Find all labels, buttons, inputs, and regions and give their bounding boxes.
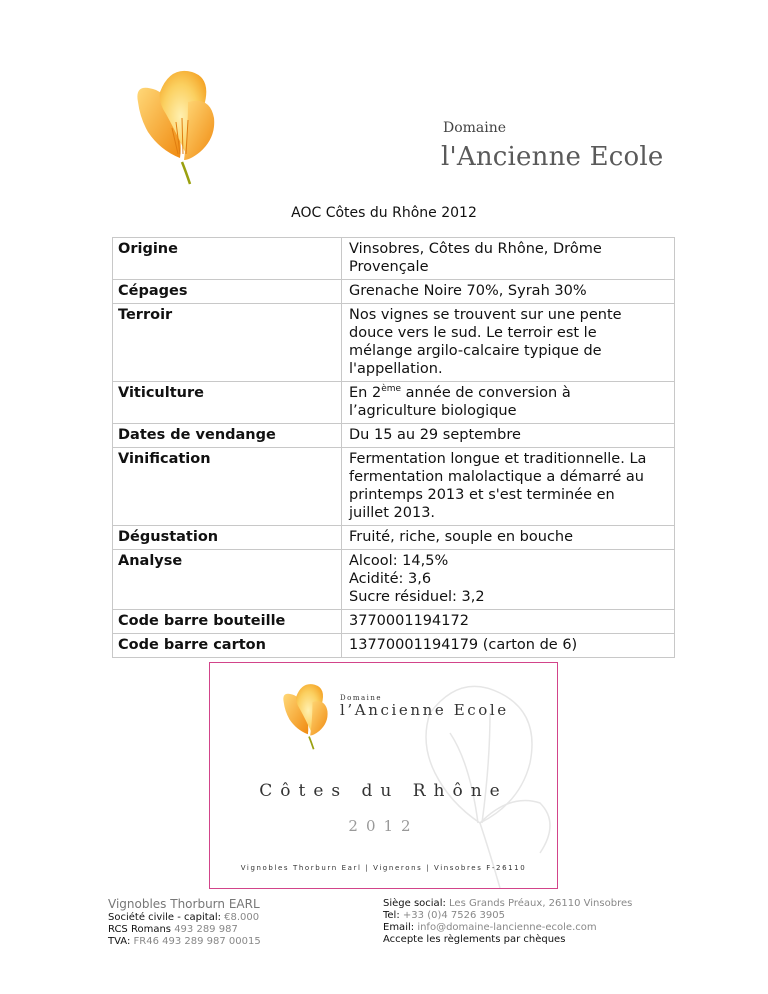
spec-key: Terroir	[113, 304, 342, 382]
field-label: TVA:	[108, 936, 131, 947]
spec-line: 3770001194172	[349, 613, 469, 629]
table-row	[113, 304, 675, 382]
table-row	[113, 280, 675, 304]
footer-company-info	[108, 898, 261, 948]
table-row	[113, 382, 675, 424]
spec-value	[342, 550, 675, 610]
field-label: Société civile - capital:	[108, 912, 221, 923]
spec-value	[342, 448, 675, 526]
label-year: 2012	[348, 817, 419, 835]
spec-line: année de conversion à	[401, 385, 571, 401]
table-row	[113, 526, 675, 550]
email-line	[383, 922, 632, 934]
label-footer-line: Vignobles Thorburn Earl | Vignerons | Vinsobres F-26110	[240, 864, 527, 872]
field-value: +33 (0)4 7526 3905	[402, 910, 505, 921]
spec-line: l’agriculture biologique	[349, 403, 517, 419]
spec-line: juillet 2013.	[349, 505, 436, 521]
spec-key: Dégustation	[113, 526, 342, 550]
spec-value	[342, 634, 675, 658]
spec-key: Dates de vendange	[113, 424, 342, 448]
email-link[interactable]: info@domaine-lancienne-ecole.com	[417, 922, 597, 933]
spec-line: Nos vignes se trouvent sur une pente	[349, 307, 622, 323]
label-brand-small: Domaine	[340, 694, 383, 702]
spec-value	[342, 304, 675, 382]
spec-key: Code barre bouteille	[113, 610, 342, 634]
spec-line: Provençale	[349, 259, 429, 275]
spec-line: 13770001194179 (carton de 6)	[349, 637, 578, 653]
spec-line: En 2	[349, 385, 382, 401]
spec-value	[342, 382, 675, 424]
spec-table	[112, 237, 675, 658]
spec-key: Code barre carton	[113, 634, 342, 658]
label-region: Côtes du Rhône	[259, 781, 508, 801]
spec-key: Viticulture	[113, 382, 342, 424]
page-subtitle: AOC Côtes du Rhône 2012	[291, 205, 477, 221]
table-row	[113, 634, 675, 658]
company-name: Vignobles Thorburn EARL	[108, 897, 260, 911]
spec-line: Alcool: 14,5%	[349, 553, 449, 569]
ordinal-suffix: ème	[381, 384, 402, 395]
table-row	[113, 610, 675, 634]
spec-key: Origine	[113, 238, 342, 280]
siege-line	[383, 898, 632, 910]
spec-value	[342, 526, 675, 550]
field-value: Les Grands Préaux, 26110 Vinsobres	[449, 898, 633, 909]
spec-line: Fruité, riche, souple en bouche	[349, 529, 574, 545]
spec-line: Grenache Noire 70%, Syrah 30%	[349, 283, 587, 299]
spec-line: Sucre résiduel: 3,2	[349, 589, 485, 605]
table-row	[113, 550, 675, 610]
brand-title: l'Ancienne Ecole	[441, 142, 664, 172]
spec-line: Du 15 au 29 septembre	[349, 427, 521, 443]
capital-line	[108, 912, 261, 924]
spec-line: Vinsobres, Côtes du Rhône, Drôme	[349, 241, 602, 257]
spec-value	[342, 238, 675, 280]
field-label: Tel:	[383, 910, 400, 921]
tel-line	[383, 910, 632, 922]
spec-key: Vinification	[113, 448, 342, 526]
field-value: FR46 493 289 987 00015	[133, 936, 261, 947]
rcs-line	[108, 924, 261, 936]
poppy-flower-icon	[130, 62, 220, 187]
spec-key: Analyse	[113, 550, 342, 610]
spec-line: mélange argilo-calcaire typique de	[349, 343, 602, 359]
table-row	[113, 238, 675, 280]
brand-small-title: Domaine	[443, 120, 507, 136]
table-row	[113, 424, 675, 448]
field-value: €8.000	[224, 912, 260, 923]
field-label: Siège social:	[383, 898, 446, 909]
field-label: RCS Romans	[108, 924, 171, 935]
spec-line: douce vers le sud. Le terroir est le	[349, 325, 597, 341]
label-brand-title: l’Ancienne Ecole	[340, 701, 509, 719]
spec-line: l'appellation.	[349, 361, 443, 377]
spec-line: fermentation malolactique a démarré au	[349, 469, 644, 485]
payment-note: Accepte les règlements par chèques	[383, 934, 566, 945]
spec-line: printemps 2013 et s'est terminée en	[349, 487, 615, 503]
table-row	[113, 448, 675, 526]
wine-label	[209, 662, 558, 889]
field-value: 493 289 987	[174, 924, 238, 935]
poppy-flower-icon	[278, 679, 332, 751]
field-label: Email:	[383, 922, 415, 933]
spec-value	[342, 424, 675, 448]
footer-contact-info	[383, 898, 632, 946]
spec-line: Fermentation longue et traditionnelle. La	[349, 451, 647, 467]
tva-line	[108, 936, 261, 948]
spec-value	[342, 610, 675, 634]
spec-line: Acidité: 3,6	[349, 571, 432, 587]
spec-key: Cépages	[113, 280, 342, 304]
spec-value	[342, 280, 675, 304]
